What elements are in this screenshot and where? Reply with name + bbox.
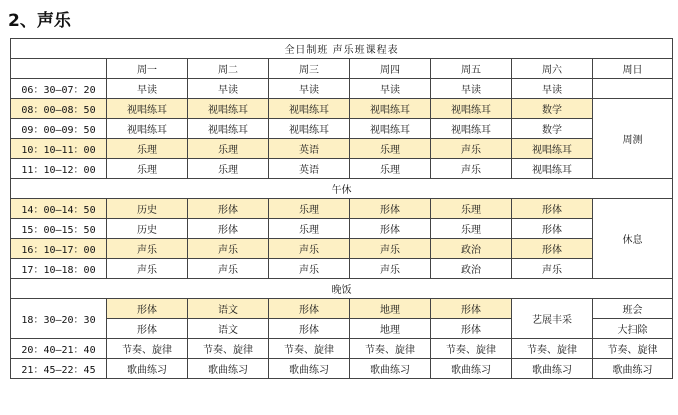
table-row: [11, 199, 673, 219]
class-cell: 节奏、旋律: [269, 339, 350, 359]
time-cell: 17：10—18：00: [11, 259, 107, 279]
class-cell: 语文: [188, 299, 269, 319]
class-cell: 形体: [350, 219, 431, 239]
class-cell: 形体: [431, 319, 512, 339]
section-heading: 2、声乐: [8, 11, 71, 31]
class-cell: 语文: [188, 319, 269, 339]
sunday-afternoon-cell: 休息: [593, 199, 673, 279]
class-cell: 歌曲练习: [350, 359, 431, 379]
table-row: [11, 79, 673, 99]
day-header: 周四: [350, 59, 431, 79]
time-cell: 10：10—11：00: [11, 139, 107, 159]
class-cell: 形体: [107, 299, 188, 319]
sunday-cleaning-cell: 大扫除: [593, 319, 673, 339]
class-cell: 歌曲练习: [593, 359, 673, 379]
class-cell: 形体: [269, 299, 350, 319]
class-cell: 声乐: [269, 239, 350, 259]
table-row: [11, 299, 673, 319]
class-cell: 视唱练耳: [269, 99, 350, 119]
class-cell: 形体: [269, 319, 350, 339]
time-cell: 15：00—15：50: [11, 219, 107, 239]
class-cell: 英语: [269, 159, 350, 179]
class-cell: 形体: [431, 299, 512, 319]
class-cell: 声乐: [512, 259, 593, 279]
class-cell: 歌曲练习: [431, 359, 512, 379]
class-cell: 视唱练耳: [431, 119, 512, 139]
day-header: 周三: [269, 59, 350, 79]
day-header: 周二: [188, 59, 269, 79]
class-cell: 乐理: [269, 219, 350, 239]
table-row: [11, 359, 673, 379]
class-cell: 视唱练耳: [512, 159, 593, 179]
class-cell: 数学: [512, 119, 593, 139]
class-cell: 歌曲练习: [107, 359, 188, 379]
saturday-evening-cell: 艺展丰采: [512, 299, 593, 339]
table-row: [11, 239, 673, 259]
corner-cell: [11, 59, 107, 79]
class-cell: 声乐: [188, 239, 269, 259]
class-cell: 形体: [188, 219, 269, 239]
class-cell: 声乐: [350, 239, 431, 259]
table-title: 全日制班 声乐班课程表: [11, 39, 673, 59]
table-row: [11, 259, 673, 279]
class-cell: 乐理: [107, 159, 188, 179]
class-cell: 乐理: [431, 199, 512, 219]
class-cell: 形体: [512, 239, 593, 259]
time-cell: 18：30—20：30: [11, 299, 107, 339]
sunday-morning-cell: 周测: [593, 99, 673, 179]
class-cell: 声乐: [350, 259, 431, 279]
table-row: [11, 339, 673, 359]
time-cell: 16：10—17：00: [11, 239, 107, 259]
class-cell: 视唱练耳: [512, 139, 593, 159]
class-cell: 歌曲练习: [269, 359, 350, 379]
class-cell: 形体: [512, 199, 593, 219]
class-cell: 乐理: [431, 219, 512, 239]
class-cell: 乐理: [188, 159, 269, 179]
class-cell: 节奏、旋律: [593, 339, 673, 359]
day-header-row: [11, 59, 673, 79]
class-cell: 地理: [350, 299, 431, 319]
class-cell: 声乐: [107, 239, 188, 259]
time-cell: 08：00—08：50: [11, 99, 107, 119]
class-cell: 视唱练耳: [431, 99, 512, 119]
class-cell: 乐理: [350, 139, 431, 159]
class-cell: 歌曲练习: [512, 359, 593, 379]
class-cell: 早读: [107, 79, 188, 99]
time-cell: 06：30—07：20: [11, 79, 107, 99]
class-cell: 早读: [188, 79, 269, 99]
class-cell: 视唱练耳: [350, 119, 431, 139]
day-header: 周五: [431, 59, 512, 79]
class-cell: 形体: [350, 199, 431, 219]
day-header: 周日: [593, 59, 673, 79]
class-cell: 节奏、旋律: [431, 339, 512, 359]
class-cell: 视唱练耳: [269, 119, 350, 139]
class-cell: 形体: [188, 199, 269, 219]
class-cell: 视唱练耳: [107, 119, 188, 139]
class-cell: 声乐: [269, 259, 350, 279]
class-cell: 乐理: [107, 139, 188, 159]
table-row: [11, 139, 673, 159]
class-cell: 视唱练耳: [350, 99, 431, 119]
class-cell: 早读: [269, 79, 350, 99]
time-cell: 21：45—22：45: [11, 359, 107, 379]
class-cell: 早读: [350, 79, 431, 99]
class-cell: 政治: [431, 239, 512, 259]
class-cell: 早读: [512, 79, 593, 99]
table-row: [11, 119, 673, 139]
class-cell: 早读: [431, 79, 512, 99]
class-cell: 历史: [107, 199, 188, 219]
time-cell: 14：00—14：50: [11, 199, 107, 219]
class-cell: 形体: [107, 319, 188, 339]
time-cell: 11：10—12：00: [11, 159, 107, 179]
class-cell: 视唱练耳: [188, 119, 269, 139]
class-cell: 声乐: [188, 259, 269, 279]
class-cell: 地理: [350, 319, 431, 339]
class-cell: 形体: [512, 219, 593, 239]
class-cell: 乐理: [188, 139, 269, 159]
class-cell: 节奏、旋律: [107, 339, 188, 359]
class-cell: 数学: [512, 99, 593, 119]
class-cell: 政治: [431, 259, 512, 279]
class-cell: 声乐: [107, 259, 188, 279]
lunch-break-row: 午休: [11, 179, 673, 199]
day-header: 周一: [107, 59, 188, 79]
table-row: [11, 219, 673, 239]
class-cell: 视唱练耳: [188, 99, 269, 119]
time-cell: 09：00—09：50: [11, 119, 107, 139]
sunday-meeting-cell: 班会: [593, 299, 673, 319]
class-cell: 节奏、旋律: [512, 339, 593, 359]
empty-cell: [593, 79, 673, 99]
class-cell: 乐理: [350, 159, 431, 179]
day-header: 周六: [512, 59, 593, 79]
class-cell: 视唱练耳: [107, 99, 188, 119]
class-cell: 歌曲练习: [188, 359, 269, 379]
dinner-break-row: 晚饭: [11, 279, 673, 299]
class-cell: 节奏、旋律: [188, 339, 269, 359]
schedule-table: [10, 38, 673, 379]
class-cell: 英语: [269, 139, 350, 159]
table-row: [11, 99, 673, 119]
time-cell: 20：40—21：40: [11, 339, 107, 359]
table-row: [11, 159, 673, 179]
class-cell: 声乐: [431, 159, 512, 179]
class-cell: 乐理: [269, 199, 350, 219]
class-cell: 历史: [107, 219, 188, 239]
class-cell: 节奏、旋律: [350, 339, 431, 359]
class-cell: 声乐: [431, 139, 512, 159]
